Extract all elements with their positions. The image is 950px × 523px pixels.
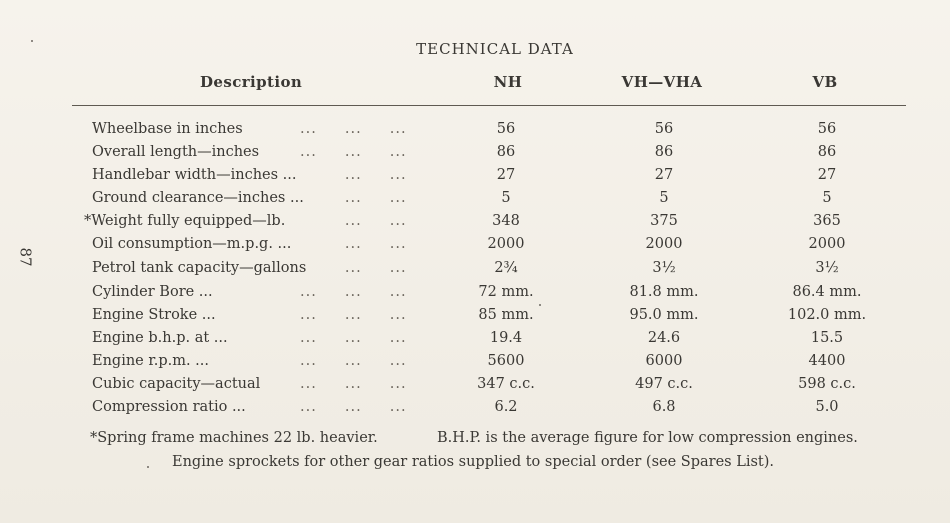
vb-value: 5.0 <box>815 399 839 415</box>
vh-value: 2000 <box>645 236 683 252</box>
row-label: Engine Stroke ... <box>92 307 216 323</box>
page-number: 87 <box>16 247 35 267</box>
table-row <box>0 210 950 233</box>
row-label: Wheelbase in inches <box>92 121 243 137</box>
leader-dots: ... ... ... <box>300 307 407 323</box>
leader-dots: ... ... <box>300 213 407 229</box>
table-row <box>0 233 950 256</box>
header-description: Description <box>200 73 303 91</box>
leader-dots: ... ... <box>300 260 407 276</box>
leader-dots: ... ... <box>300 236 407 252</box>
header-rule <box>72 105 906 106</box>
leader-dots: ... ... ... <box>300 144 407 160</box>
nh-value: 56 <box>496 121 516 137</box>
nh-value: 85 mm. <box>478 307 534 323</box>
leader-dots: ... ... ... <box>300 330 407 346</box>
table-row <box>0 396 950 419</box>
spring-frame-note: *Spring frame machines 22 lb. heavier. <box>90 430 378 446</box>
table-row <box>0 350 950 373</box>
table-row <box>0 118 950 141</box>
row-label: Petrol tank capacity—gallons <box>92 260 307 276</box>
vb-value: 102.0 mm. <box>787 307 867 323</box>
row-label: *Weight fully equipped—lb. <box>84 213 286 229</box>
vh-value: 3½ <box>652 260 676 276</box>
row-label: Oil consumption—m.p.g. ... <box>92 236 292 252</box>
row-label: Ground clearance—inches ... <box>92 190 304 206</box>
vb-value: 3½ <box>815 260 839 276</box>
vb-value: 15.5 <box>810 330 844 346</box>
vh-value: 497 c.c. <box>635 376 693 392</box>
table-row <box>0 327 950 350</box>
vb-value: 56 <box>817 121 837 137</box>
nh-value: 27 <box>496 167 516 183</box>
leader-dots: ... ... <box>300 167 407 183</box>
printing-speck <box>147 466 149 468</box>
vb-value: 86.4 mm. <box>792 284 862 300</box>
vh-value: 27 <box>654 167 674 183</box>
row-label: Compression ratio ... <box>92 399 246 415</box>
nh-value: 348 <box>492 213 520 229</box>
table-row <box>0 281 950 304</box>
vh-value: 6.8 <box>652 399 676 415</box>
vh-value: 375 <box>650 213 678 229</box>
header-nh: NH <box>493 73 523 91</box>
nh-value: 19.4 <box>489 330 523 346</box>
header-vb: VB <box>812 73 838 91</box>
bhp-note: B.H.P. is the average figure for low compression engines. <box>437 430 858 446</box>
row-label: Cubic capacity—actual <box>92 376 261 392</box>
printing-speck <box>31 40 33 42</box>
table-row <box>0 164 950 187</box>
vh-value: 5 <box>659 190 669 206</box>
vh-value: 86 <box>654 144 674 160</box>
table-row <box>0 187 950 210</box>
vb-value: 4400 <box>808 353 846 369</box>
vh-value: 6000 <box>645 353 683 369</box>
sprockets-note: Engine sprockets for other gear ratios supplied to special order (see Spares List). <box>172 454 775 470</box>
vh-value: 81.8 mm. <box>629 284 699 300</box>
header-vh-vha: VH—VHA <box>621 73 703 91</box>
nh-value: 5 <box>501 190 511 206</box>
vb-value: 598 c.c. <box>798 376 856 392</box>
row-label: Engine b.h.p. at ... <box>92 330 228 346</box>
table-row <box>0 373 950 396</box>
vb-value: 2000 <box>808 236 846 252</box>
row-label: Engine r.p.m. ... <box>92 353 210 369</box>
leader-dots: ... ... ... <box>300 284 407 300</box>
vb-value: 86 <box>817 144 837 160</box>
nh-value: 347 c.c. <box>477 376 535 392</box>
nh-value: 2¾ <box>494 260 518 276</box>
leader-dots: ... ... <box>300 190 407 206</box>
leader-dots: ... ... ... <box>300 353 407 369</box>
row-label: Handlebar width—inches ... <box>92 167 297 183</box>
nh-value: 6.2 <box>494 399 518 415</box>
vb-value: 365 <box>813 213 841 229</box>
vh-value: 24.6 <box>647 330 681 346</box>
row-label: Overall length—inches <box>92 144 260 160</box>
row-label: Cylinder Bore ... <box>92 284 213 300</box>
vb-value: 27 <box>817 167 837 183</box>
table-row <box>0 304 950 327</box>
vh-value: 95.0 mm. <box>629 307 699 323</box>
nh-value: 2000 <box>487 236 525 252</box>
vh-value: 56 <box>654 121 674 137</box>
nh-value: 72 mm. <box>478 284 534 300</box>
table-row <box>0 257 950 280</box>
leader-dots: ... ... ... <box>300 121 407 137</box>
page-title: TECHNICAL DATA <box>416 40 574 58</box>
nh-value: 86 <box>496 144 516 160</box>
vb-value: 5 <box>822 190 832 206</box>
table-row <box>0 141 950 164</box>
leader-dots: ... ... ... <box>300 376 407 392</box>
nh-value: 5600 <box>487 353 525 369</box>
leader-dots: ... ... ... <box>300 399 407 415</box>
